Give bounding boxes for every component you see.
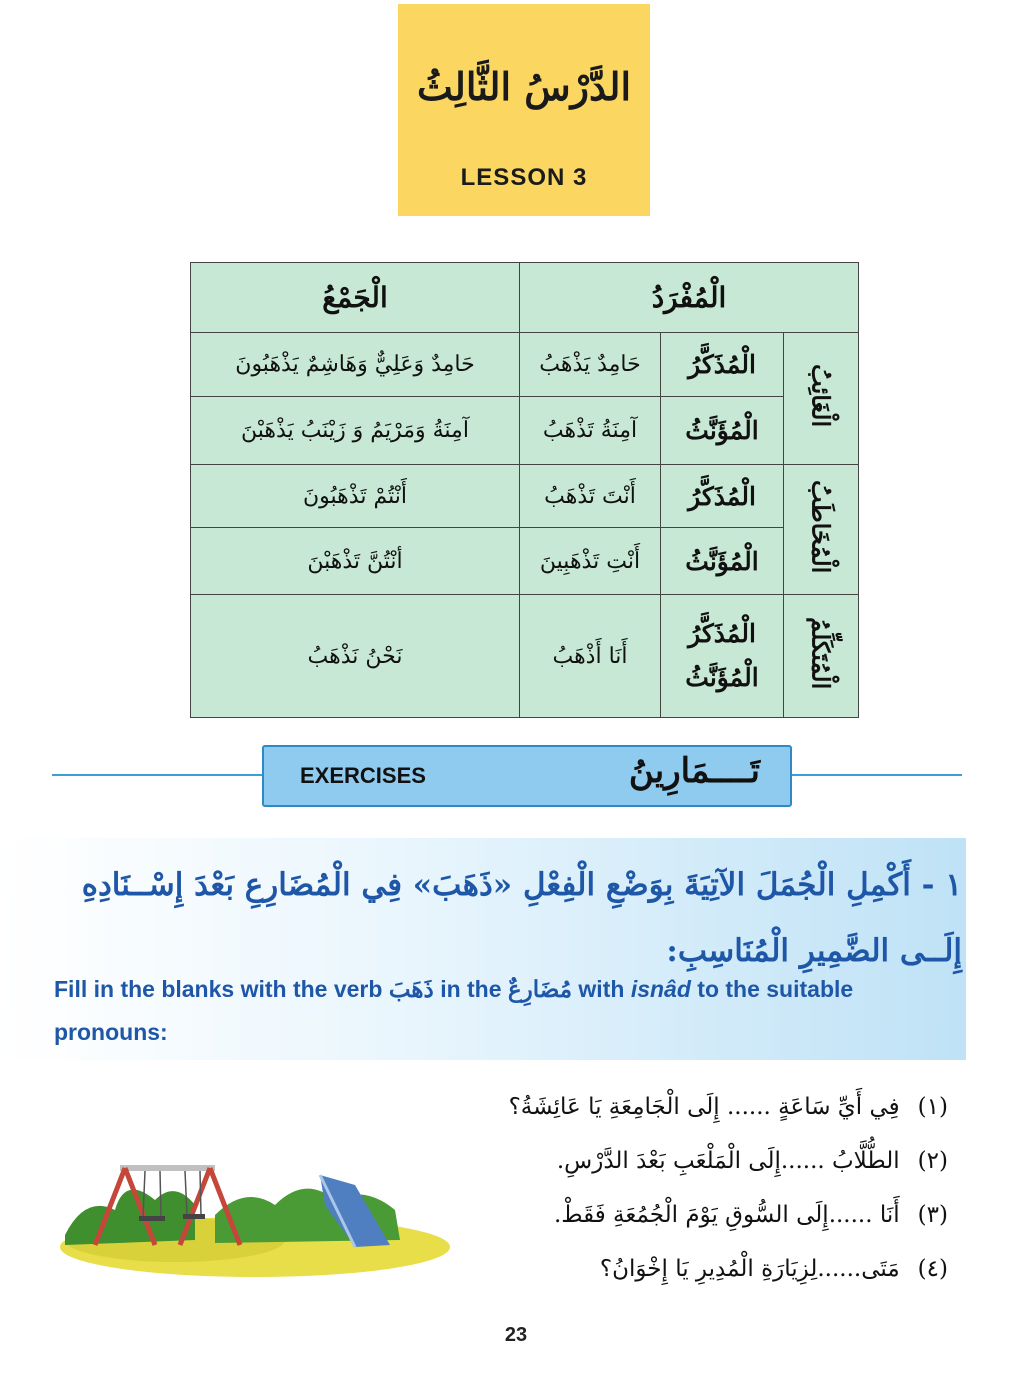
swing-bar	[120, 1165, 215, 1171]
exercises-label-arabic: تَــــمَارِينُ	[628, 751, 760, 791]
group-mutakallim: الْمُتَكَلِّمُ	[784, 595, 859, 718]
page-number: 23	[504, 1324, 528, 1346]
instruction-english: Fill in the blanks with the verb ذَهَبَ in the مُضَارِعٌ with isnâd to the suitable pronouns:	[54, 976, 854, 1045]
lesson-title-arabic: الدَّرْسُ الثَّالِثُ	[416, 64, 632, 109]
header-singular: الْمُفْرَدُ	[520, 263, 859, 333]
exercise-question: (٢)الطُّلَّابُ ......إِلَى الْمَلْعَبِ بَعْدَ الدَّرْسِ.	[556, 1148, 948, 1174]
singular-cell: حَامِدٌ يَذْهَبُ	[520, 333, 661, 397]
term-isnad: isnâd	[630, 976, 691, 1002]
group-ghaib: الْغَائِبُ	[784, 333, 859, 465]
exercise-question: (٣)أَنَا ......إِلَى السُّوقِ يَوْمَ الْجُمُعَةِ فَقَطْ.	[553, 1202, 948, 1228]
plural-cell: أَنْتُمْ تَذْهَبُونَ	[191, 465, 520, 528]
gender-cell: الْمُذَكَّرُ	[661, 333, 784, 397]
plural-cell: حَامِدٌ وَعَلِيٌّ وَهَاشِمٌ يَذْهَبُونَ	[191, 333, 520, 397]
singular-cell: آمِنَةُ تَذْهَبُ	[520, 397, 661, 465]
verb-dhahaba: ذَهَبَ	[388, 976, 434, 1003]
conjugation-table	[190, 262, 859, 718]
plural-cell: آمِنَةُ وَمَرْيَمُ وَ زَيْنَبُ يَذْهَبْنَ	[191, 397, 520, 465]
exercise-question: (٤)مَتَى......لِزِيَارَةِ الْمُدِيرِ يَا إِخْوَانُ؟	[599, 1256, 948, 1282]
divider-line-left	[52, 774, 262, 776]
playground-illustration	[55, 1155, 455, 1280]
group-mukhatab: الْمُخَاطَبُ	[784, 465, 859, 595]
lesson-title-english: LESSON 3	[460, 164, 588, 191]
exercise-question: (١)فِي أَيِّ سَاعَةٍ ...... إِلَى الْجَامِعَةِ يَا عَائِشَةُ؟	[508, 1094, 948, 1120]
instruction-arabic: ١ - أَكْمِلِ الْجُمَلَ الآتِيَةَ بِوَضْعِ الْفِعْلِ «ذَهَبَ» فِي الْمُضَارِعِ بَعْدَ إِسْــنَادِهِ إِلَــى الضَّمِيرِ الْمُنَاسِبِ:	[81, 867, 962, 969]
header-plural: الْجَمْعُ	[191, 263, 520, 333]
plural-cell: نَحْنُ نَذْهَبُ	[191, 595, 520, 718]
gender-cell: الْمُذَكَّرُ الْمُؤَنَّثُ	[661, 595, 784, 718]
tense-mudari: مُضَارِعٌ	[507, 976, 573, 1003]
gender-cell: الْمُذَكَّرُ	[661, 465, 784, 528]
singular-cell: أَنْتَ تَذْهَبُ	[520, 465, 661, 528]
plural-cell: أنْتُنَّ تَذْهَبْنَ	[191, 528, 520, 595]
singular-cell: أَنَا أَذْهَبُ	[520, 595, 661, 718]
exercises-banner	[262, 745, 792, 807]
gender-cell: الْمُؤَنَّثُ	[661, 528, 784, 595]
divider-line-right	[792, 774, 962, 776]
lesson-title-box	[398, 4, 650, 216]
exercises-label-english: EXERCISES	[300, 763, 426, 788]
gender-cell: الْمُؤَنَّثُ	[661, 397, 784, 465]
singular-cell: أَنْتِ تَذْهَبِينَ	[520, 528, 661, 595]
